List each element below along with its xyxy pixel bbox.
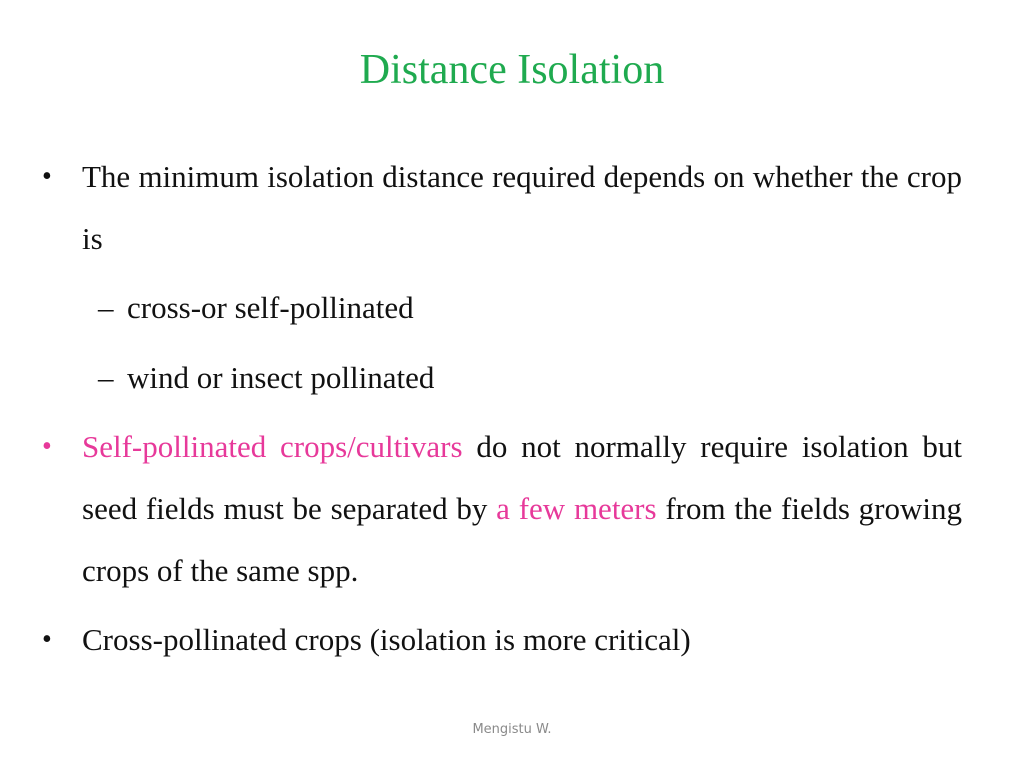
bullet-text-3: Cross-pollinated crops (isolation is more critical) xyxy=(82,622,691,657)
bullet-marker: • xyxy=(42,161,52,192)
footer-author: Mengistu W. xyxy=(472,722,552,737)
slide-title: Distance Isolation xyxy=(359,47,665,93)
bullet-text-2 xyxy=(82,416,962,602)
sub-bullet-marker: – xyxy=(98,290,114,325)
bullet-marker: • xyxy=(42,624,52,655)
bullet-text-1: The minimum isolation distance required depends on whether the crop is xyxy=(82,159,962,256)
sub-bullet-marker: – xyxy=(98,360,114,395)
highlight-self-pollinated: Self-pollinated crops/cultivars xyxy=(82,429,463,464)
bullet-marker: • xyxy=(42,431,52,462)
sub-bullet-text-2: wind or insect pollinated xyxy=(127,360,435,395)
bullet-text-2-part-1: do not normally require isolation but seed fields must be separated by xyxy=(82,429,962,526)
bullet-text-2-part-2: from the fields growing crops of the same spp. xyxy=(82,491,962,588)
sub-bullet-text-1: cross-or self-pollinated xyxy=(127,290,414,325)
highlight-few-meters: a few meters xyxy=(496,491,657,526)
